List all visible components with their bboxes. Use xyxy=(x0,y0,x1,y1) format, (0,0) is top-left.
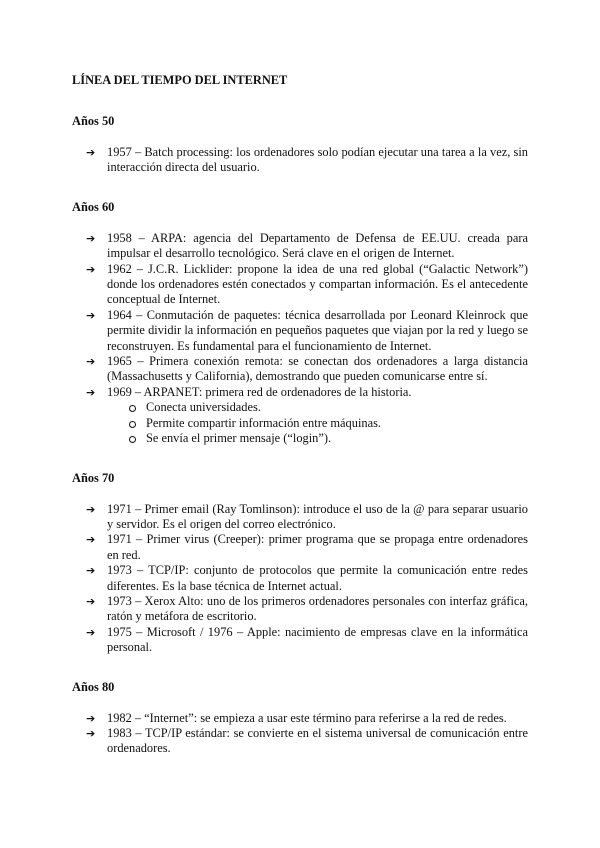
hollow-circle-icon xyxy=(129,436,136,443)
arrow-right-icon: ➔ xyxy=(86,502,96,516)
sub-list-item: Conecta universidades. xyxy=(72,400,528,415)
hollow-circle-icon xyxy=(129,405,136,412)
list-item: ➔ 1957 – Batch processing: los ordenadores solo podían ejecutar una tarea a la vez, sin interacción directa del usuario. xyxy=(86,145,528,175)
arrow-right-icon: ➔ xyxy=(86,533,96,547)
document-title: LÍNEA DEL TIEMPO DEL INTERNET xyxy=(72,73,288,87)
item-list xyxy=(72,502,528,656)
section-heading: Años 70 xyxy=(72,470,115,485)
arrow-right-icon: ➔ xyxy=(86,594,96,608)
section-heading: Años 80 xyxy=(72,679,115,694)
document-page xyxy=(72,72,528,757)
list-item: ➔ 1983 – TCP/IP estándar: se convierte en el sistema universal de comunicación entre ordenadores. xyxy=(86,725,528,756)
section-heading: Años 60 xyxy=(72,199,115,214)
list-item: ➔ 1965 – Primera conexión remota: se conectan dos ordenadores a larga distancia (Massachusetts y California), demostrando que pueden comunicarse entre sí. xyxy=(86,354,528,384)
section-80s xyxy=(72,679,528,757)
arrow-right-icon: ➔ xyxy=(86,355,96,369)
list-item: ➔ 1969 – ARPANET: primera red de ordenadores de la historia. Conecta universidades. Permite compartir información entre máquinas. Se envía el primer mensaje (“login”). xyxy=(72,385,528,447)
list-item: ➔ 1975 – Microsoft / 1976 – Apple: nacimiento de empresas clave en la informática personal. xyxy=(86,624,528,655)
sub-list-item: Se envía el primer mensaje (“login”). xyxy=(72,431,528,446)
arrow-right-icon: ➔ xyxy=(86,308,96,322)
arrow-right-icon: ➔ xyxy=(86,726,96,740)
list-item: ➔ 1962 – J.C.R. Licklider: propone la idea de una red global (“Galactic Network”) donde los ordenadores estén conectados y compartan información. Es el antecedente conceptual de Internet. xyxy=(86,261,528,307)
list-item: ➔ 1958 – ARPA: agencia del Departamento de Defensa de EE.UU. creada para impulsar el desarrollo tecnológico. Será clave en el origen de Internet. xyxy=(86,230,528,261)
list-item: ➔ 1973 – Xerox Alto: uno de los primeros ordenadores personales con interfaz gráfica, ratón y metáfora de escritorio. xyxy=(86,593,528,624)
list-item: ➔ 1971 – Primer email (Ray Tomlinson): introduce el uso de la @ para separar usuario y servidor. Es el origen del correo electrónico. xyxy=(86,501,528,531)
section-50s xyxy=(72,113,528,176)
list-item: ➔ 1971 – Primer virus (Creeper): primer programa que se propaga entre ordenadores en red. xyxy=(86,532,528,562)
arrow-right-icon: ➔ xyxy=(86,231,96,245)
item-list xyxy=(72,711,528,757)
section-70s xyxy=(72,470,528,656)
arrow-right-icon: ➔ xyxy=(86,625,96,639)
item-list xyxy=(72,231,528,447)
section-heading: Años 50 xyxy=(72,114,115,128)
sub-list xyxy=(107,400,528,446)
list-item: ➔ 1973 – TCP/IP: conjunto de protocolos que permite la comunicación entre redes diferentes. Es la base técnica de Internet actual. xyxy=(86,563,528,593)
arrow-right-icon: ➔ xyxy=(86,146,96,159)
section-60s xyxy=(72,199,528,447)
list-item: ➔ 1982 – “Internet”: se empieza a usar este término para referirse a la red de redes. xyxy=(86,710,507,725)
sub-list-item: Permite compartir información entre máquinas. xyxy=(72,416,528,431)
arrow-right-icon: ➔ xyxy=(86,385,96,399)
arrow-right-icon: ➔ xyxy=(86,564,96,578)
arrow-right-icon: ➔ xyxy=(86,711,96,725)
list-item: ➔ 1964 – Conmutación de paquetes: técnica desarrollada por Leonard Kleinrock que permite dividir la información en pequeños paquetes que viajan por la red y luego se reconstruyen. Es fundamental para el funcionamiento de Internet. xyxy=(86,307,528,353)
arrow-right-icon: ➔ xyxy=(86,262,96,276)
item-list xyxy=(72,145,528,176)
hollow-circle-icon xyxy=(129,421,136,428)
